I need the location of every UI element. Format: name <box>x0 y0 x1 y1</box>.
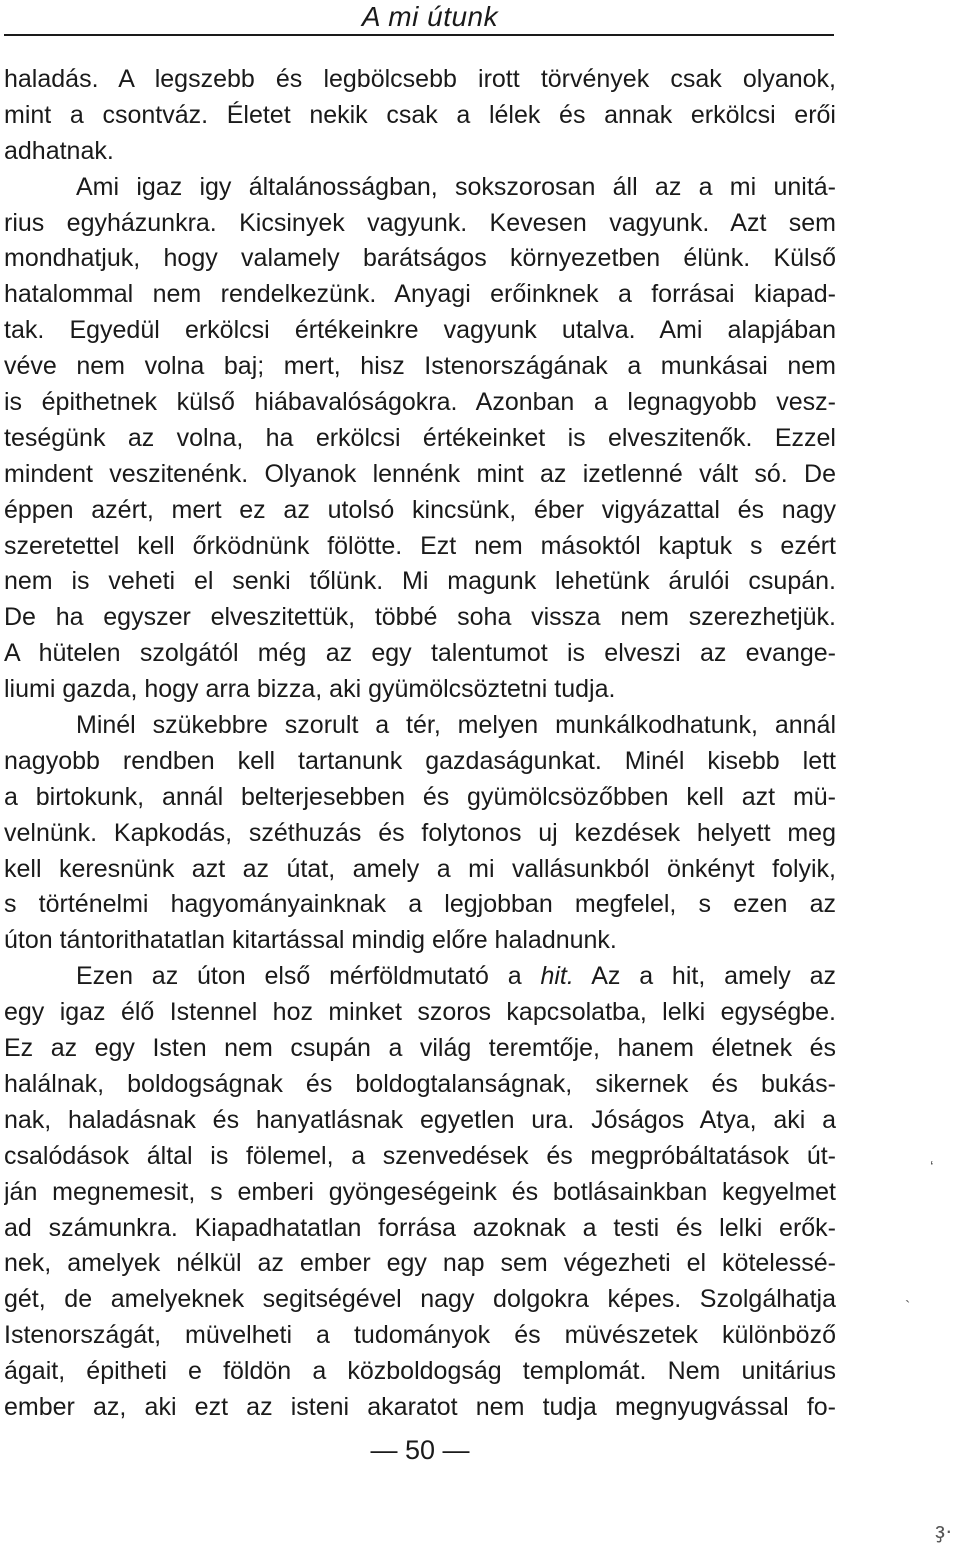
text-line: liumi gazda, hogy arra bizza, aki gyümölcsöztetni tudja. <box>4 675 616 704</box>
text-line: nak, haladásnak és hanyatlásnak egyetlen ura. Jóságos Atya, aki a <box>4 1105 836 1134</box>
text-line: Ez az egy Isten nem csupán a világ teremtője, hanem életnek és <box>4 1034 836 1063</box>
text-line: A hütelen szolgától még az egy talentumot is elveszi az evange- <box>4 639 836 668</box>
running-header-title: A mi útunk <box>361 1 499 32</box>
text-line: adhatnak. <box>4 136 114 165</box>
text-line: rius egyházunkra. Kicsinyek vagyunk. Kevesen vagyunk. Azt sem <box>4 208 836 237</box>
header-rule <box>4 34 834 36</box>
emphasis-hit: hit. <box>540 962 574 991</box>
text-line: gét, de amelyeknek segitségével nagy dolgokra képes. Szolgálhatja <box>4 1285 836 1314</box>
page-number: — 50 — <box>370 1435 470 1465</box>
text-line: ad számunkra. Kiapadhatatlan forrása azoknak a testi és lelki erők- <box>4 1213 836 1242</box>
text-line: ember az, aki ezt az isteni akaratot nem tudja megnyugvással fo- <box>4 1392 836 1421</box>
body-text <box>4 62 836 1426</box>
text-line: De ha egyszer elveszitettük, többé soha vissza nem szerezhetjük. <box>4 603 836 632</box>
text-line: mindent veszitenénk. Olyanok lennénk mint az izetlenné vált só. De <box>4 459 836 488</box>
text-line: ágait, épitheti e földön a közboldogság templomát. Nem unitárius <box>4 1357 836 1386</box>
text-line: kell keresnünk azt az útat, amely a mi vallásunkból önkényt folyik, <box>4 854 836 883</box>
paragraph-start-line: Ezen az úton első mérföldmutató a hit. Az a hit, amely az <box>76 962 836 991</box>
margin-mark: ҙ· <box>935 1518 953 1543</box>
text-line: halálnak, boldogságnak és boldogtalanságnak, sikernek és bukás- <box>4 1069 836 1098</box>
text-line: s történelmi hagyományainknak a legjobban megfelel, s ezen az <box>4 890 836 919</box>
text-line: mint a csontváz. Életet nekik csak a lélek és annak erkölcsi erői <box>4 100 836 129</box>
text-line: csalódások által is fölemel, a szenvedések és megpróbáltatások út- <box>4 1141 836 1170</box>
text-line: teségünk az volna, ha erkölcsi értékeinket is elveszitenők. Ezzel <box>4 423 836 452</box>
text-line: nem is veheti el senki tőlünk. Mi magunk lehetünk árulói csupán. <box>4 567 836 596</box>
text-line: haladás. A legszebb és legbölcsebb irott törvények csak olyanok, <box>4 65 836 93</box>
text-line: is épithetnek külső hiábavalóságokra. Azonban a legnagyobb vesz- <box>4 388 836 417</box>
text-line: a birtokunk, annál belterjesebben és gyümölcsözőbben kell azt mü- <box>4 782 836 811</box>
text-line: éppen azért, mert ez az utolsó kincsünk, éber vigyázattal és nagy <box>4 495 836 524</box>
text-line: velnünk. Kapkodás, széthuzás és folytonos uj kezdések helyett meg <box>4 818 836 847</box>
text-line: véve nem volna baj; mert, hisz Istenországának a munkásai nem <box>4 352 836 381</box>
paragraph-start-line: Minél szükebbre szorult a tér, melyen munkálkodhatunk, annál <box>76 711 836 740</box>
text-line: Istenországát, müvelheti a tudományok és müvészetek különböző <box>4 1321 836 1350</box>
running-header <box>0 0 840 40</box>
text-line: nek, amelyek nélkül az ember egy nap sem végezheti el kötelessé- <box>4 1249 836 1278</box>
margin-mark: ‘ <box>930 1159 934 1176</box>
text-line: hatalommal nem rendelkezünk. Anyagi erőinknek a forrásai kiapad- <box>4 280 836 309</box>
text-line: szeretettel kell őrködnünk fölötte. Ezt nem másoktól kaptuk s ezért <box>4 531 836 560</box>
margin-mark: ` <box>905 1299 911 1316</box>
text-line: nagyobb rendben kell tartanunk gazdaságunkat. Minél kisebb lett <box>4 746 836 775</box>
paragraph-start-line: Ami igaz igy általánosságban, sokszorosan áll az a mi unitá- <box>76 172 836 201</box>
text-line: egy igaz élő Istennel hoz minket szoros kapcsolatba, lelki egységbe. <box>4 998 836 1027</box>
text-line: úton tántorithatatlan kitartással mindig előre haladnunk. <box>4 926 617 955</box>
text-line: tak. Egyedül erkölcsi értékeinkre vagyunk utalva. Ami alapjában <box>4 316 836 345</box>
text-line: ján megnemesit, s emberi gyöngeségeink és botlásainkban kegyelmet <box>4 1177 836 1206</box>
text-line: mondhatjuk, hogy valamely barátságos környezetben élünk. Külső <box>4 244 836 273</box>
